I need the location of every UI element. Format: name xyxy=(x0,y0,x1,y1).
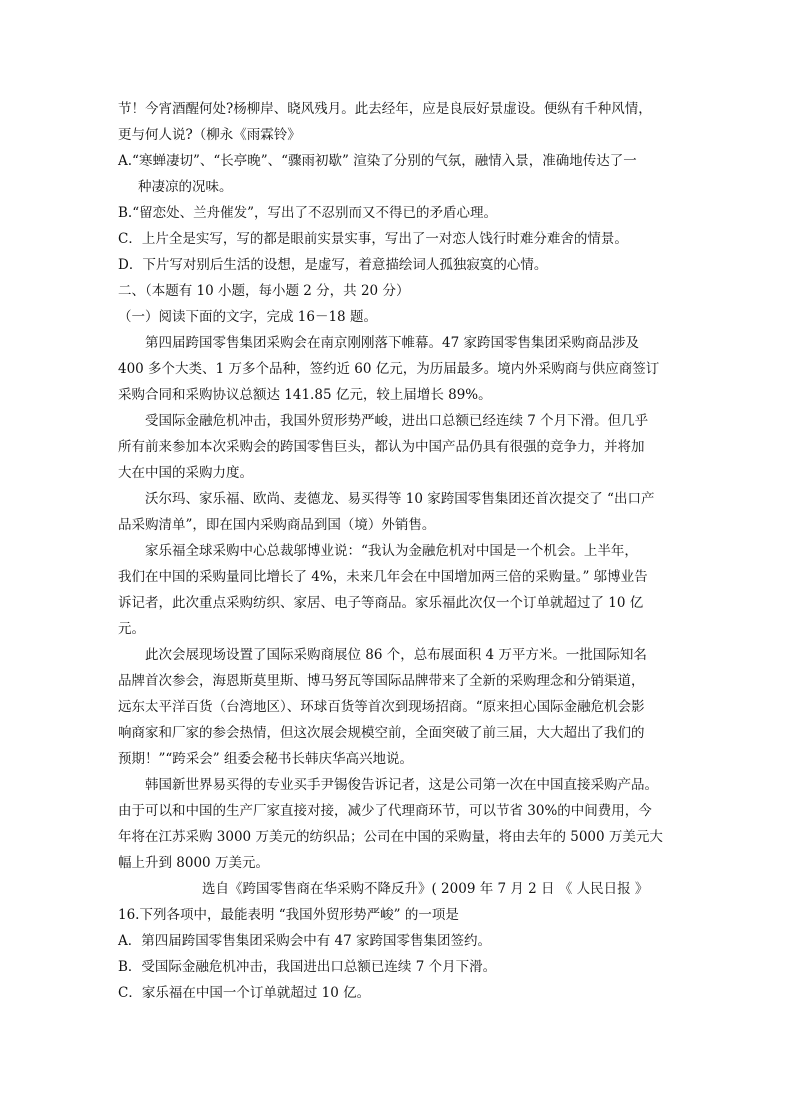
text-line: 受国际金融危机冲击，我国外贸形势严峻，进出口总额已经连续 7 个月下滑。但几乎 xyxy=(145,413,649,429)
text-line: 响商家和厂家的参会热情，但这次展会规模空前，全面突破了前三届，大大超出了我们的 xyxy=(118,725,645,741)
text-line: C．家乐福在中国一个订单就超过 10 亿。 xyxy=(118,985,371,1001)
text-line: A．第四届跨国零售集团采购会中有 47 家跨国零售集团签约。 xyxy=(118,933,492,949)
text-line: 诉记者，此次重点采购纺织、家居、电子等商品。家乐福此次仅一个订单就超过了 10 亿 xyxy=(118,595,644,611)
text-line: 16.下列各项中，最能表明 “我国外贸形势严峻” 的一项是 xyxy=(118,907,459,923)
text-line: B.“留恋处、兰舟催发”，写出了不忍别而又不得已的矛盾心理。 xyxy=(118,205,498,221)
text-line: 种凄凉的况味。 xyxy=(138,179,233,195)
text-line: 第四届跨国零售集团采购会在南京刚刚落下帷幕。47 家跨国零售集团采购商品涉及 xyxy=(145,335,639,351)
text-line: 由于可以和中国的生产厂家直接对接，减少了代理商环节，可以节省 30%的中间费用，今 xyxy=(118,803,652,819)
text-line: 采购合同和采购协议总额达 141.85 亿元，较上届增长 89%。 xyxy=(118,387,492,403)
text-line: 节！今宵酒醒何处?杨柳岸、晓风残月。此去经年，应是良辰好景虚设。便纵有千种风情， xyxy=(118,101,652,117)
document-page xyxy=(118,96,678,1006)
text-line: B．受国际金融危机冲击，我国进出口总额已连续 7 个月下滑。 xyxy=(118,959,497,975)
text-line: D．下片写对别后生活的设想，是虚写，着意描绘词人孤独寂寞的心情。 xyxy=(118,257,548,273)
text-line: 大在中国的采购力度。 xyxy=(118,465,253,481)
text-line: 我们在中国的采购量同比增长了 4%，未来几年会在中国增加两三倍的采购量。” 邬博业告 xyxy=(118,569,648,585)
text-line: 远东太平洋百货（台湾地区）、环球百货等首次到现场招商。“原来担心国际金融危机会影 xyxy=(118,699,645,715)
text-line: A.“寒蝉凄切”、“长亭晚”、“骤雨初歇” 渲染了分别的气氛，融情入景，准确地传达了一 xyxy=(118,153,637,169)
text-line: 家乐福全球采购中心总裁邬博业说：“我认为金融危机对中国是一个机会。上半年， xyxy=(145,543,638,559)
text-line: 所有前来参加本次采购会的跨国零售巨头，都认为中国产品仍具有很强的竞争力，并将加 xyxy=(118,439,645,455)
text-line: 二、（本题有 10 小题，每小题 2 分，共 20 分） xyxy=(118,283,410,299)
text-line: 此次会展现场设置了国际采购商展位 86 个，总布展面积 4 万平方米。一批国际知名 xyxy=(145,647,647,663)
text-line: 预期！”“跨采会” 组委会秘书长韩庆华高兴地说。 xyxy=(118,751,413,767)
text-line: 更与何人说?（柳永《雨霖铃》 xyxy=(118,127,301,143)
text-line: 品采购清单”，即在国内采购商品到国（境）外销售。 xyxy=(118,517,436,533)
text-line: 韩国新世界易买得的专业买手尹锡俊告诉记者，这是公司第一次在中国直接采购产品。 xyxy=(145,777,658,793)
text-line: （一）阅读下面的文字，完成 16－18 题。 xyxy=(118,309,377,325)
text-line: 400 多个大类、1 万多个品种，签约近 60 亿元，为历届最多。境内外采购商与供应商签订 xyxy=(118,361,660,377)
text-line: 元。 xyxy=(118,621,145,637)
text-line: 品牌首次参会，海恩斯莫里斯、博马努瓦等国际品牌带来了全新的采购理念和分销渠道， xyxy=(118,673,645,689)
text-line: C．上片全是实写，写的都是眼前实景实事，写出了一对恋人饯行时难分难舍的情景。 xyxy=(118,231,628,247)
text-line: 幅上升到 8000 万美元。 xyxy=(118,855,269,871)
text-line: 选自《跨国零售商在华采购不降反升》( 2009 年 7 月 2 日 《 人民日报 》 xyxy=(202,881,649,897)
text-line: 沃尔玛、家乐福、欧尚、麦德龙、易买得等 10 家跨国零售集团还首次提交了 “出口产 xyxy=(145,491,655,507)
text-line: 年将在江苏采购 3000 万美元的纺织品；公司在中国的采购量，将由去年的 5000 万美元大 xyxy=(118,829,663,845)
